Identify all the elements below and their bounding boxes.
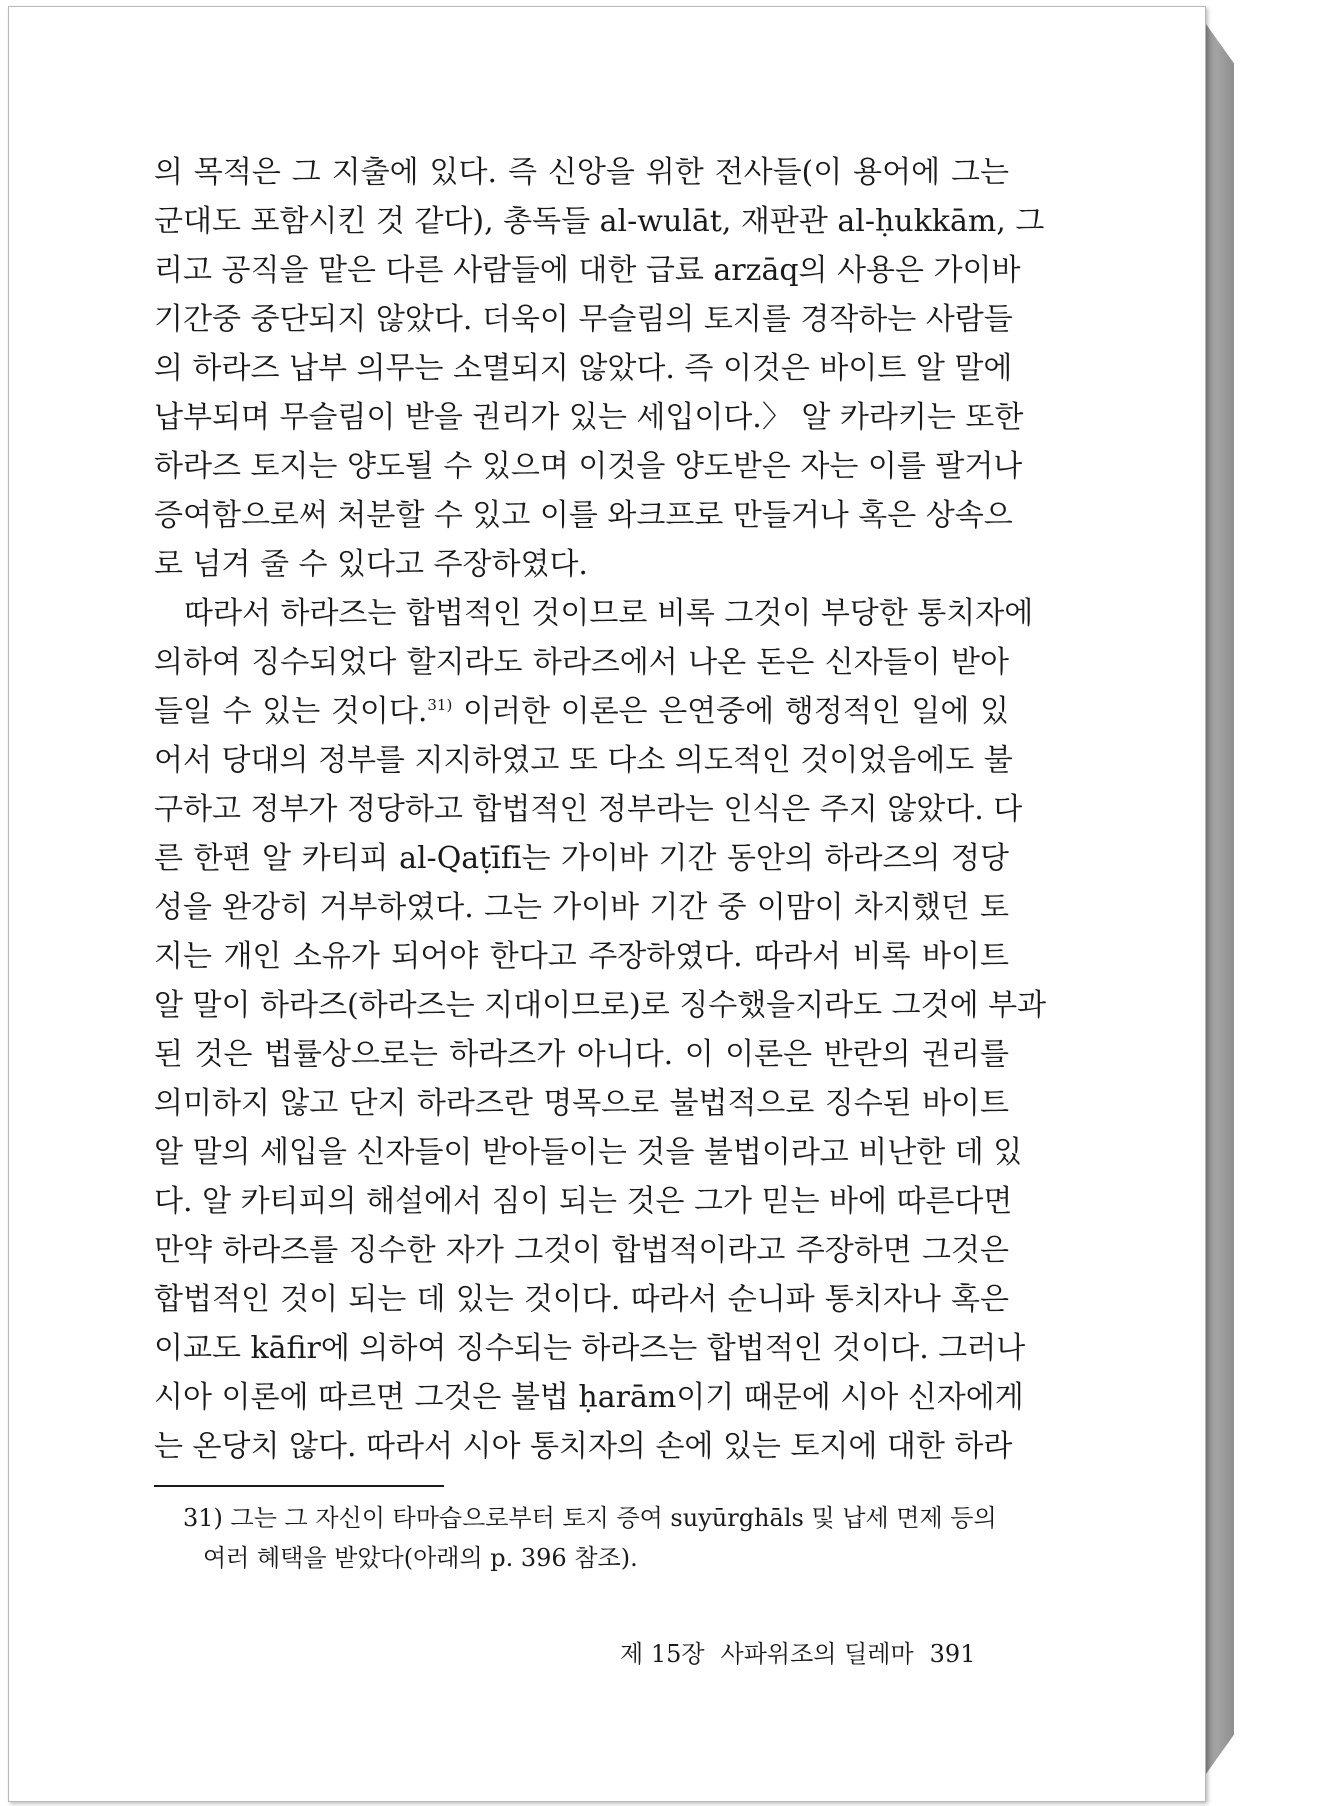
text-line: 합법적인 것이 되는 데 있는 것이다. 따라서 순니파 통치자나 혹은 xyxy=(154,1282,1009,1317)
text-line: 알 말의 세입을 신자들이 받아들이는 것을 불법이라고 비난한 데 있 xyxy=(154,1135,1023,1170)
footer-chapter: 제 15장 xyxy=(620,1640,705,1668)
text-line: 기간중 중단되지 않았다. 더욱이 무슬림의 토지를 경작하는 사람들 xyxy=(154,302,1013,337)
text-line: 의 하라즈 납부 의무는 소멸되지 않았다. 즉 이것은 바이트 알 말에 xyxy=(154,351,1013,386)
text-line: 만약 하라즈를 징수한 자가 그것이 합법적이라고 주장하면 그것은 xyxy=(154,1233,1009,1268)
body-text xyxy=(154,148,1047,1471)
text-line: 어서 당대의 정부를 지지하였고 또 다소 의도적인 것이었음에도 불 xyxy=(154,743,1013,778)
text-line: 납부되며 무슬림이 받을 권리가 있는 세입이다.〉 알 카라키는 또한 xyxy=(154,400,1024,435)
footnote-text: 그는 그 자신이 타마습으로부터 토지 증여 suyūrghāls 및 납세 면제 등의 xyxy=(222,1504,997,1532)
text-line: 른 한편 알 카티피 al-Qaṭīfī는 가이바 기간 동안의 하라즈의 정당 xyxy=(154,841,1009,876)
text-line: 시아 이론에 따르면 그것은 불법 ḥarām이기 때문에 시아 신자에게 xyxy=(154,1380,1024,1415)
footer-title: 사파위조의 딜레마 xyxy=(720,1640,914,1668)
text-line: 된 것은 법률상으로는 하라즈가 아니다. 이 이론은 반란의 권리를 xyxy=(154,1037,1009,1072)
text-line: 다. 알 카티피의 해설에서 짐이 되는 것은 그가 믿는 바에 따른다면 xyxy=(154,1184,1013,1219)
text-line: 알 말이 하라즈(하라즈는 지대이므로)로 징수했을지라도 그것에 부과 xyxy=(154,988,1047,1023)
text-line: 성을 완강히 거부하였다. 그는 가이바 기간 중 이맘이 차지했던 토 xyxy=(154,890,1009,925)
text-line: 의하여 징수되었다 할지라도 하라즈에서 나온 돈은 신자들이 받아 xyxy=(154,645,1009,680)
running-footer xyxy=(620,1637,985,1671)
text-line: 구하고 정부가 정당하고 합법적인 정부라는 인식은 주지 않았다. 다 xyxy=(154,792,1023,827)
footnote-text: 여러 혜택을 받았다(아래의 p. 396 참조). xyxy=(203,1544,638,1572)
footnote-divider xyxy=(154,1485,444,1487)
text-line: 의미하지 않고 단지 하라즈란 명목으로 불법적으로 징수된 바이트 xyxy=(154,1086,1009,1121)
text-segment: 이러한 이론은 은연중에 행정적인 일에 있 xyxy=(452,694,1009,729)
text-line: 로 넘겨 줄 수 있다고 주장하였다. xyxy=(154,547,588,582)
text-line: 따라서 하라즈는 합법적인 것이므로 비록 그것이 부당한 통치자에 xyxy=(184,596,1034,631)
text-segment: 들일 수 있는 것이다. xyxy=(154,694,428,729)
footnote-marker: 31) xyxy=(183,1504,223,1532)
text-line-with-footnote xyxy=(154,687,1009,736)
text-line: 지는 개인 소유가 되어야 한다고 주장하였다. 따라서 비록 바이트 xyxy=(154,939,1009,974)
footnotes xyxy=(183,1498,1009,1578)
text-line: 는 온당치 않다. 따라서 시아 통치자의 손에 있는 토지에 대한 하라 xyxy=(154,1429,1013,1464)
text-line: 증여함으로써 처분할 수 있고 이를 와크프로 만들거나 혹은 상속으 xyxy=(154,498,1013,533)
page-number: 391 xyxy=(929,1640,976,1668)
text-line: 하라즈 토지는 양도될 수 있으며 이것을 양도받은 자는 이를 팔거나 xyxy=(154,449,1023,484)
footnote-reference[interactable]: 31) xyxy=(427,696,453,714)
text-line: 의 목적은 그 지출에 있다. 즉 신앙을 위한 전사들(이 용어에 그는 xyxy=(154,155,1009,190)
footnote-line xyxy=(183,1498,1009,1538)
text-line: 이교도 kāfir에 의하여 징수되는 하라즈는 합법적인 것이다. 그러나 xyxy=(154,1331,1026,1366)
text-line: 군대도 포함시킨 것 같다), 총독들 al-wulāt, 재판관 al-ḥukkām, 그 xyxy=(154,204,1045,239)
text-line: 리고 공직을 맡은 다른 사람들에 대한 급료 arzāq의 사용은 가이바 xyxy=(154,253,1021,288)
footnote-line xyxy=(183,1538,1009,1578)
